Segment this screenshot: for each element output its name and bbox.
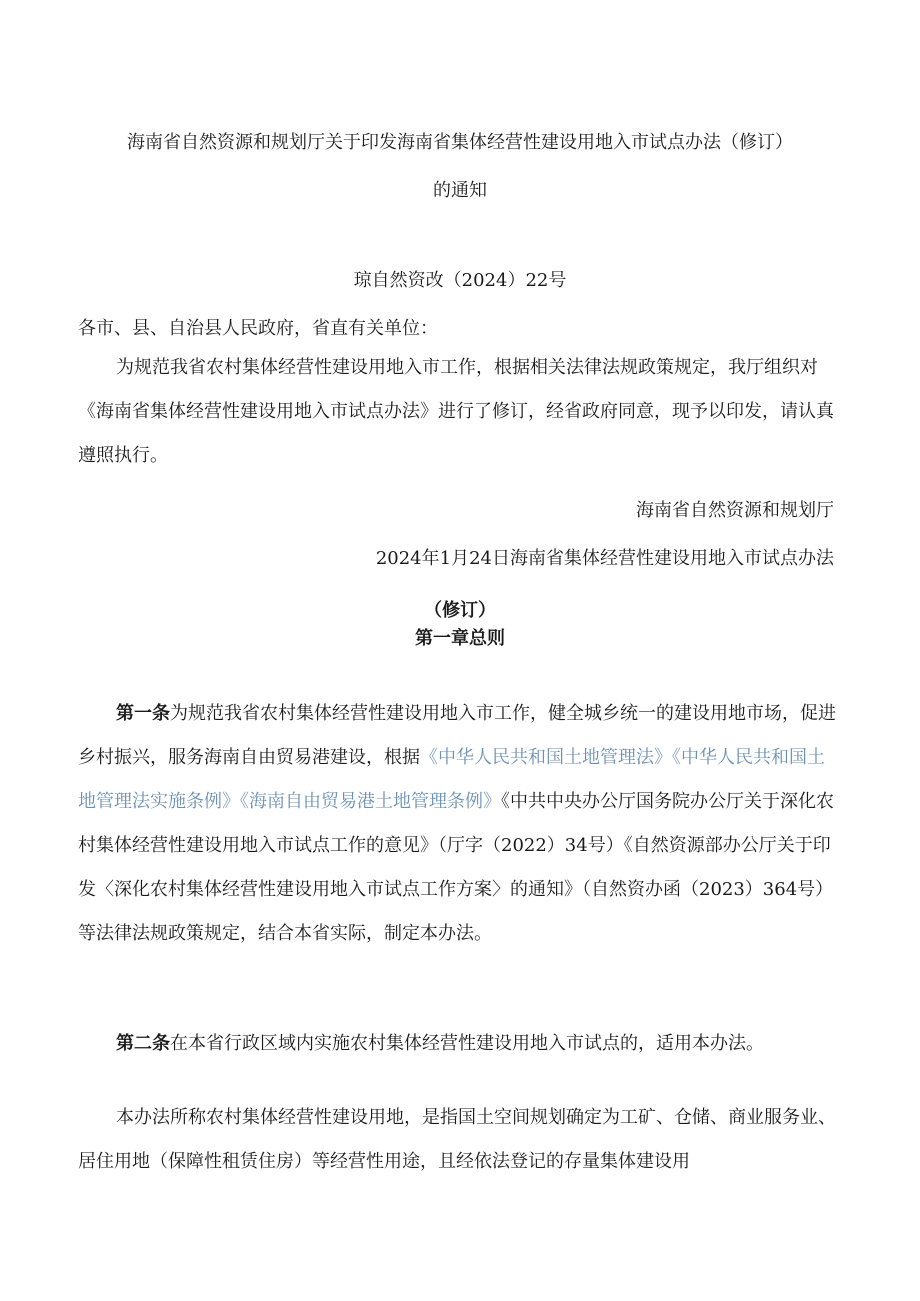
issue-date-and-attachment-title: 2024年1月24日海南省集体经营性建设用地入市试点办法: [375, 548, 834, 569]
chapter-heading: 第一章总则: [415, 628, 505, 649]
article-2-text: 在本省行政区域内实施农村集体经营性建设用地入市试点的，适用本办法。: [170, 1033, 764, 1054]
article-2-paragraph-2: 本办法所称农村集体经营性建设用地，是指国土空间规划确定为工矿、仓储、商业服务业、居住用地（保障性租赁住房）等经营性用途，且经依法登记的存量集体建设用: [78, 1107, 836, 1172]
notice-body-paragraph: 为规范我省农村集体经营性建设用地入市工作，根据相关法律法规政策规定，我厅组织对《海南省集体经营性建设用地入市试点办法》进行了修订，经省政府同意，现予以印发，请认真遵照执行。: [78, 357, 834, 466]
document-title-line-2: 的通知: [433, 180, 487, 201]
article-1-label: 第一条: [116, 703, 170, 724]
attachment-subtitle: （修订）: [424, 600, 496, 621]
addressee: 各市、县、自治县人民政府，省直有关单位：: [78, 318, 438, 339]
document-number: 琼自然资改（2024）22号: [353, 270, 567, 291]
issuer-signature: 海南省自然资源和规划厅: [636, 500, 834, 521]
article-1-text-a: 为规范我省农村集体经营性建设用地入市工作，健全城乡统一的建设用地市场，促进乡村振兴，服务海南自由贸易港建设，根据: [78, 703, 836, 768]
article-1-text-b: 《中共中央办公厅国务院办公厅关于深化农村集体经营性建设用地入市试点工作的意见》（厅字（2022）34号）《自然资源部办公厅关于印发〈深化农村集体经营性建设用地入市试点工作方案〉的通知》（自然资办函（2023）364号）等法律法规政策规定，结合本省实际，制定本办法。: [78, 791, 834, 944]
document-title-line-1: 海南省自然资源和规划厅关于印发海南省集体经营性建设用地入市试点办法（修订）: [127, 132, 793, 153]
regulation-reference-link[interactable]: 《中华人民共和国土地管理法实施条例》: [78, 747, 825, 812]
ftp-regulation-reference-link[interactable]: 《海南自由贸易港土地管理条例》: [240, 791, 501, 812]
article-1: [78, 692, 842, 956]
article-2-label: 第二条: [116, 1033, 170, 1054]
article-2: [78, 1022, 842, 1066]
law-reference-link[interactable]: 《中华人民共和国土地管理法》: [420, 747, 672, 768]
